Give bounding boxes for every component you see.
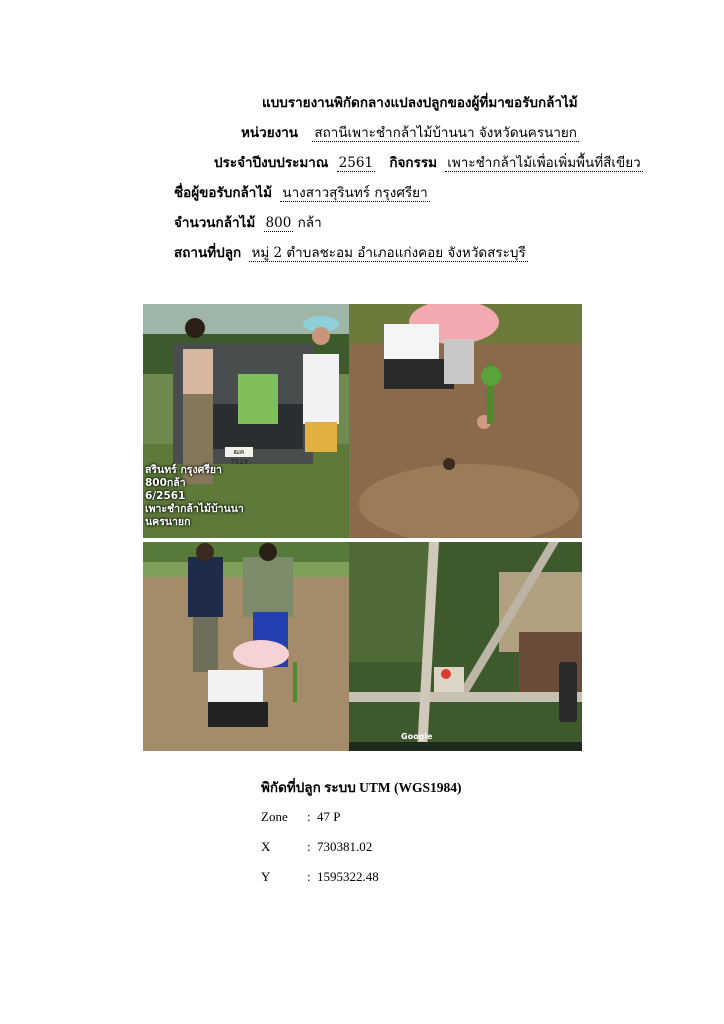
year-label: ประจำปีงบประมาณ (214, 155, 329, 171)
year-value: 2561 (338, 155, 374, 171)
page-title: แบบรายงานพิกัดกลางแปลงปลูกของผู้ที่มาขอรับกล้าไม้ (262, 95, 578, 111)
count-label: จำนวนกล้าไม้ (174, 215, 256, 231)
activity-value: เพาะชำกล้าไม้เพื่อเพิ่มพื้นที่สีเขียว (447, 155, 641, 171)
overlay-line: นครนายก (145, 516, 191, 528)
satellite-map-image (349, 542, 582, 751)
coords-label: Y (261, 869, 271, 884)
license-plate: ฒค 7519 (225, 447, 253, 457)
overlay-line: สรินทร์ กรุงศรียา (145, 464, 222, 476)
photo-handover (143, 304, 349, 538)
activity-label: กิจกรรม (389, 155, 437, 171)
photo-planting-image (349, 304, 582, 538)
coords-label: Zone (261, 809, 288, 824)
year-line (214, 154, 643, 172)
overlay-line: 800กล้า (145, 477, 186, 489)
coords-separator: : (307, 809, 311, 824)
coords-label: X (261, 839, 271, 854)
unit-line (241, 124, 579, 142)
photo-field (143, 542, 349, 751)
coords-separator: : (307, 839, 311, 854)
location-value: หมู่ 2 ตำบลชะอม อำเภอแก่งคอย จังหวัดสระบุรี (251, 245, 526, 261)
coords-value: 1595322.48 (317, 869, 379, 884)
recipient-value: นางสาวสุรินทร์ กรุงศรียา (282, 185, 428, 201)
coords-value: 47 P (317, 809, 341, 824)
photo-planting (349, 304, 582, 538)
photo-field-image (143, 542, 349, 751)
coords-separator: : (307, 869, 311, 884)
count-line (174, 214, 322, 232)
unit-value: สถานีเพาะชำกล้าไม้บ้านนา จังหวัดนครนายก (314, 125, 577, 141)
location-line (174, 244, 528, 262)
coords-value: 730381.02 (317, 839, 373, 854)
photo-satellite-map (349, 542, 582, 751)
count-unit: กล้า (297, 215, 322, 231)
unit-label: หน่วยงาน (241, 125, 299, 141)
coords-title: พิกัดที่ปลูก ระบบ UTM (WGS1984) (261, 780, 462, 795)
photo-overlay-caption (145, 464, 244, 529)
count-value: 800 (265, 215, 292, 231)
recipient-label: ชื่อผู้ขอรับกล้าไม้ (174, 185, 273, 201)
google-watermark: Google (401, 732, 433, 741)
recipient-line (174, 184, 430, 202)
overlay-line: 6/2561 (145, 490, 186, 502)
location-label: สถานที่ปลูก (174, 245, 242, 261)
overlay-line: เพาะชำกล้าไม้บ้านนา (145, 503, 244, 515)
